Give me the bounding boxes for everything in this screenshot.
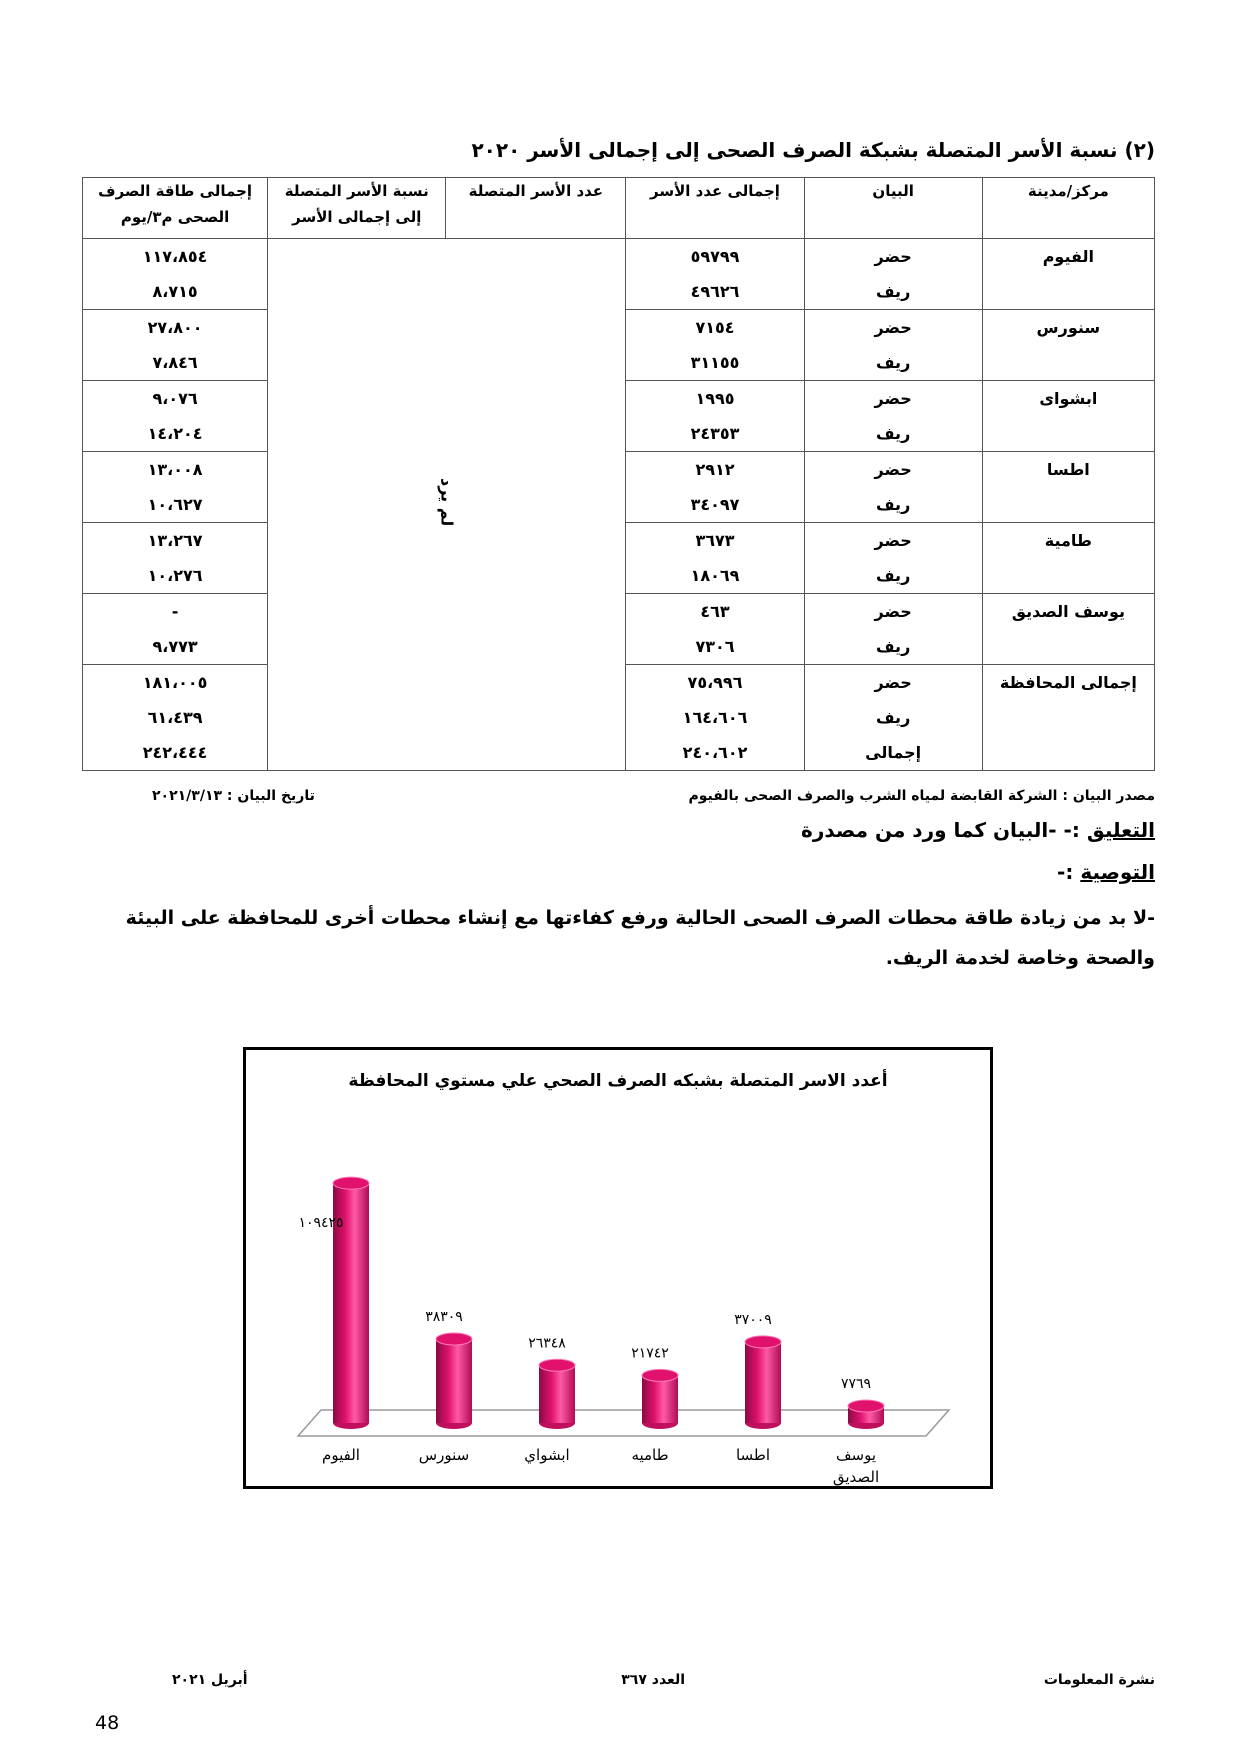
total-urban: ٣٦٧٣ <box>695 531 735 550</box>
region-name: الفيوم <box>1042 247 1094 266</box>
footer-publication: نشرة المعلومات <box>1043 1672 1155 1688</box>
capacity-rural: ١٠،٢٧٦ <box>147 566 203 585</box>
type-urban: حضر <box>874 318 912 337</box>
header-statement: البيان <box>804 178 982 239</box>
type-cell <box>804 523 982 594</box>
capacity-cell <box>83 452 268 523</box>
capacity-cell <box>83 594 268 665</box>
header-total-households: إجمالى عدد الأسر <box>626 178 804 239</box>
header-capacity <box>83 178 268 239</box>
comment-line <box>801 818 1155 842</box>
footer-date: أبريل ٢٠٢١ <box>172 1672 248 1688</box>
data-label: ٧٧٦٩ <box>840 1375 872 1392</box>
type-cell <box>804 452 982 523</box>
header-connected: عدد الأسر المتصلة <box>446 178 626 239</box>
type-urban: حضر <box>874 247 912 266</box>
bar-body <box>436 1339 472 1423</box>
total-urban: ٧١٥٤ <box>695 318 735 337</box>
footer-issue: العدد ٣٦٧ <box>621 1672 685 1688</box>
total-cell <box>626 523 804 594</box>
section-title: (٢) نسبة الأسر المتصلة بشبكة الصرف الصحى إلى إجمالى الأسر ٢٠٢٠ <box>471 138 1155 162</box>
region-cell <box>982 239 1154 310</box>
data-label: ١٠٩٤٢٥ <box>298 1215 344 1232</box>
type-rural: ريف <box>876 637 911 656</box>
type-cell <box>804 381 982 452</box>
chart-title: أعدد الاسر المتصلة بشبكه الصرف الصحي علي مستوي المحافظة <box>348 1071 888 1091</box>
total-all: ٢٤٠،٦٠٢ <box>682 743 748 762</box>
capacity-rural: ٦١،٤٣٩ <box>147 708 203 727</box>
total-urban: ٢٩١٢ <box>695 460 735 479</box>
bar-2 <box>539 1359 575 1429</box>
region-cell <box>982 594 1154 665</box>
capacity-cell <box>83 665 268 771</box>
data-label: ٣٧٠٠٩ <box>734 1311 772 1328</box>
region-name: طامية <box>1044 531 1092 550</box>
header-capacity-line1: إجمالى طاقة الصرف <box>98 182 253 200</box>
page-number: 48 <box>95 1712 120 1734</box>
category-label: سنورس <box>418 1446 470 1464</box>
total-cell <box>626 452 804 523</box>
capacity-urban: ١٨١،٠٠٥ <box>142 673 208 692</box>
date-line: تاريخ البيان : ٢٠٢١/٣/١٣ <box>152 788 315 804</box>
data-label: ٢١٧٤٢ <box>631 1345 669 1362</box>
total-rural: ٣٤٠٩٧ <box>690 495 740 514</box>
recommendation-heading <box>1057 860 1155 884</box>
bar-4 <box>745 1336 781 1429</box>
region-cell <box>982 665 1154 771</box>
total-cell <box>626 381 804 452</box>
recommendation-label: التوصية <box>1080 860 1155 884</box>
type-urban: حضر <box>874 460 912 479</box>
header-ratio <box>268 178 446 239</box>
bar-top <box>848 1400 884 1412</box>
capacity-total: ٢٤٢،٤٤٤ <box>142 743 208 762</box>
total-urban: ٧٥،٩٩٦ <box>687 673 743 692</box>
bar-top <box>745 1336 781 1348</box>
type-cell <box>804 594 982 665</box>
region-cell <box>982 381 1154 452</box>
total-rural: ٤٩٦٢٦ <box>690 282 740 301</box>
bar-top <box>642 1369 678 1381</box>
capacity-urban: ١٣،٢٦٧ <box>147 531 203 550</box>
table-row <box>83 239 1155 310</box>
category-label: اطسا <box>735 1446 771 1464</box>
region-name: سنورس <box>1036 318 1101 337</box>
type-rural: ريف <box>876 282 911 301</box>
total-cell <box>626 239 804 310</box>
type-urban: حضر <box>874 389 912 408</box>
total-urban: ٥٩٧٩٩ <box>690 247 740 266</box>
type-urban: حضر <box>874 602 912 621</box>
region-name: ابشواى <box>1039 389 1098 408</box>
region-cell <box>982 452 1154 523</box>
total-urban: ١٩٩٥ <box>695 389 735 408</box>
capacity-cell <box>83 381 268 452</box>
type-rural: ريف <box>876 424 911 443</box>
bar-1 <box>436 1333 472 1429</box>
total-cell <box>626 594 804 665</box>
capacity-rural: ٨،٧١٥ <box>152 282 198 301</box>
households-table <box>82 177 1155 771</box>
bar-chart <box>243 1047 993 1489</box>
capacity-rural: ٧،٨٤٦ <box>152 353 198 372</box>
data-label: ٢٦٣٤٨ <box>528 1335 566 1352</box>
recommendation-text: -لا بد من زيادة طاقة محطات الصرف الصحى الحالية ورفع كفاءتها مع إنشاء محطات أخرى للمحافظة على البيئة والصحة وخاصة لخدمة الريف. <box>125 907 1155 969</box>
capacity-urban: ٩،٠٧٦ <box>152 389 198 408</box>
bar-5 <box>848 1400 884 1429</box>
region-name: إجمالى المحافظة <box>999 673 1137 692</box>
type-total: إجمالى <box>865 743 922 762</box>
capacity-urban: - <box>171 602 179 621</box>
region-name: اطسا <box>1046 460 1090 479</box>
header-ratio-line1: نسبة الأسر المتصلة <box>284 182 429 200</box>
merged-note-cell <box>268 239 626 771</box>
category-label: يوسف الصديق <box>832 1446 880 1486</box>
total-cell <box>626 665 804 771</box>
total-rural: ٧٣٠٦ <box>695 637 735 656</box>
source-line: مصدر البيان : الشركة القابضة لمياه الشرب والصرف الصحى بالفيوم <box>688 788 1155 804</box>
type-urban: حضر <box>874 531 912 550</box>
capacity-cell <box>83 239 268 310</box>
category-label: الفيوم <box>322 1446 360 1464</box>
capacity-rural: ١٠،٦٢٧ <box>147 495 203 514</box>
category-label: ابشواي <box>524 1446 570 1464</box>
capacity-urban: ١١٧،٨٥٤ <box>142 247 208 266</box>
type-rural: ريف <box>876 353 911 372</box>
total-rural: ٢٤٣٥٣ <box>690 424 740 443</box>
total-urban: ٤٦٣ <box>700 602 730 621</box>
bar-body <box>539 1365 575 1423</box>
capacity-cell <box>83 523 268 594</box>
total-rural: ٣١١٥٥ <box>690 353 740 372</box>
total-rural: ١٨٠٦٩ <box>690 566 740 585</box>
bar-body <box>642 1375 678 1423</box>
bar-body <box>745 1342 781 1423</box>
capacity-rural: ٩،٧٧٣ <box>152 637 198 656</box>
category-label: طاميه <box>631 1446 669 1464</box>
capacity-urban: ٢٧،٨٠٠ <box>147 318 203 337</box>
capacity-rural: ١٤،٢٠٤ <box>147 424 203 443</box>
region-cell <box>982 523 1154 594</box>
capacity-urban: ١٣،٠٠٨ <box>147 460 203 479</box>
table-header-row <box>83 178 1155 239</box>
comment-sep: :- <box>1063 818 1080 842</box>
comment-text: -البيان كما ورد من مصدرة <box>801 818 1057 842</box>
total-cell <box>626 310 804 381</box>
comment-label: التعليق <box>1086 818 1155 842</box>
bar-top <box>539 1359 575 1371</box>
region-cell <box>982 310 1154 381</box>
data-label: ٣٨٣٠٩ <box>425 1309 463 1326</box>
type-rural: ريف <box>876 566 911 585</box>
merged-note: لم يرد <box>437 478 457 527</box>
type-cell <box>804 665 982 771</box>
bar-top <box>333 1177 369 1189</box>
region-name: يوسف الصديق <box>1011 602 1126 621</box>
header-capacity-line2: الصحى م٣/يوم <box>120 208 230 226</box>
type-cell <box>804 310 982 381</box>
type-urban: حضر <box>874 673 912 692</box>
capacity-cell <box>83 310 268 381</box>
total-rural: ١٦٤،٦٠٦ <box>682 708 748 727</box>
bars-group <box>298 1177 884 1486</box>
chart-canvas <box>246 1050 990 1486</box>
header-region: مركز/مدينة <box>982 178 1154 239</box>
recommendation-sep: :- <box>1057 860 1074 884</box>
type-rural: ريف <box>876 495 911 514</box>
type-cell <box>804 239 982 310</box>
bar-3 <box>642 1369 678 1429</box>
bar-top <box>436 1333 472 1345</box>
type-rural: ريف <box>876 708 911 727</box>
header-ratio-line2: إلى إجمالى الأسر <box>292 208 422 226</box>
